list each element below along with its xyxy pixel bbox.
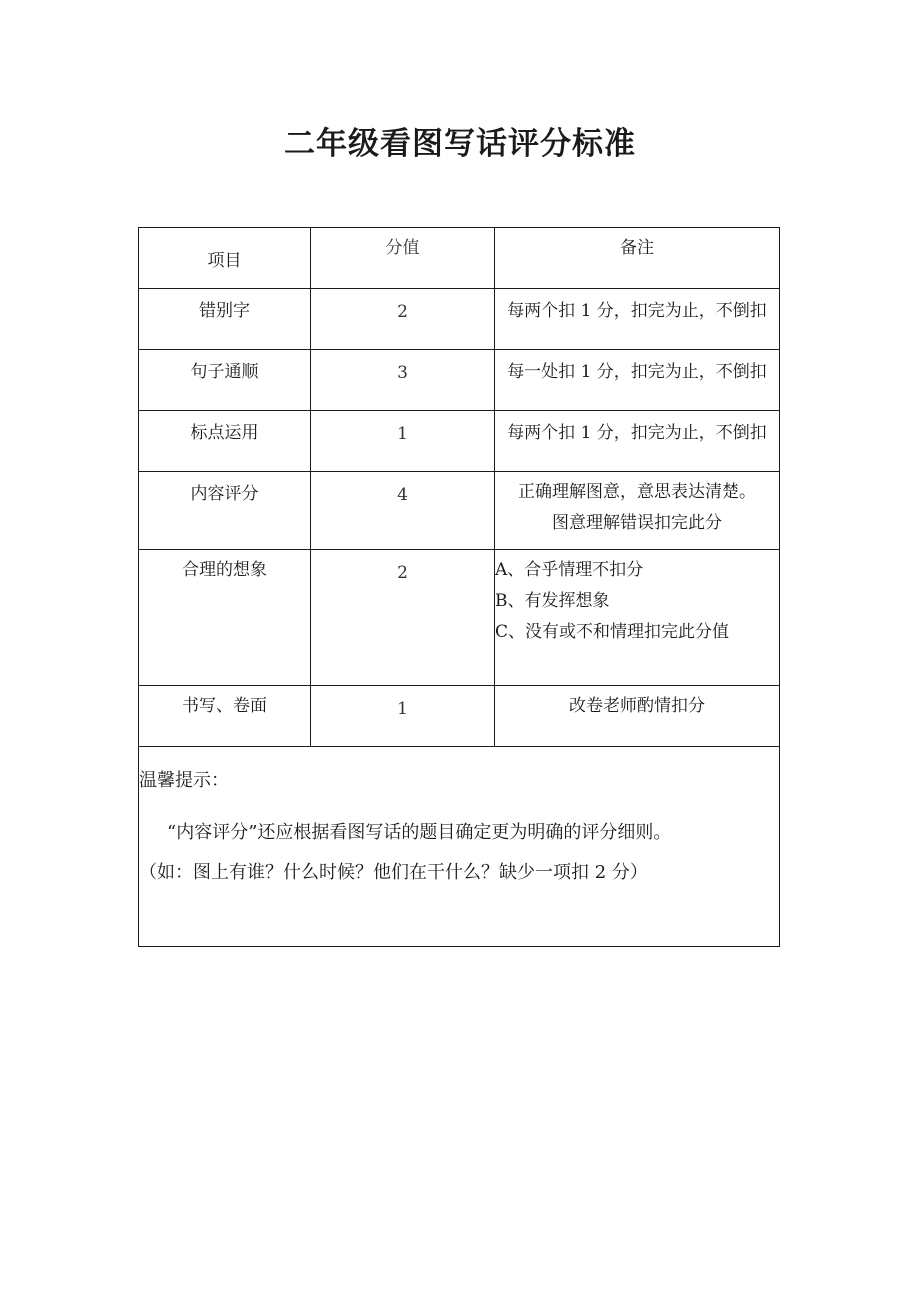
- tips-body: [139, 813, 779, 893]
- note-line: 正确理解图意，意思表达清楚。: [518, 482, 756, 502]
- row-item: 标点运用: [139, 411, 311, 472]
- table-row: [139, 411, 780, 472]
- row-item: 句子通顺: [139, 350, 311, 411]
- table-row: [139, 472, 780, 550]
- note-line: 每两个扣 1 分，扣完为止，不倒扣: [507, 301, 767, 321]
- note-line: 每一处扣 1 分，扣完为止，不倒扣: [507, 362, 767, 382]
- row-score: 4: [311, 472, 495, 550]
- row-note: [495, 411, 780, 472]
- note-line: A、合乎情理不扣分: [495, 560, 644, 580]
- row-score: 1: [311, 411, 495, 472]
- row-score: 2: [311, 289, 495, 350]
- table-row: [139, 289, 780, 350]
- header-note: 备注: [495, 228, 780, 289]
- header-item: 项目: [139, 228, 311, 289]
- row-item: 书写、卷面: [139, 686, 311, 747]
- row-score: 2: [311, 550, 495, 686]
- tips-row: [139, 747, 780, 947]
- row-score: 1: [311, 686, 495, 747]
- row-score: 3: [311, 350, 495, 411]
- note-line: 图意理解错误扣完此分: [552, 513, 722, 533]
- table-header-row: [139, 228, 780, 289]
- tips-line-2: （如：图上有谁？什么时候？他们在干什么？缺少一项扣 2 分）: [139, 862, 648, 883]
- row-item: 内容评分: [139, 472, 311, 550]
- row-note: [495, 350, 780, 411]
- row-item: 错别字: [139, 289, 311, 350]
- tips-line-1: “内容评分”还应根据看图写话的题目确定更为明确的评分细则。: [167, 822, 672, 843]
- note-line: C、没有或不和情理扣完此分值: [495, 622, 730, 642]
- table-row: [139, 550, 780, 686]
- scoring-table: [138, 227, 780, 947]
- note-line: B、有发挥想象: [495, 591, 610, 611]
- row-note: [495, 289, 780, 350]
- note-line: 每两个扣 1 分，扣完为止，不倒扣: [507, 423, 767, 443]
- row-item: 合理的想象: [139, 550, 311, 686]
- table-row: [139, 350, 780, 411]
- page-title: 二年级看图写话评分标准: [284, 126, 636, 162]
- header-score: 分值: [311, 228, 495, 289]
- tips-title: 温馨提示：: [139, 770, 229, 791]
- row-note: [495, 472, 780, 550]
- tips-cell: [139, 747, 780, 947]
- row-note: [495, 686, 780, 747]
- row-note: [495, 550, 780, 686]
- note-line: 改卷老师酌情扣分: [569, 696, 705, 716]
- table-row: [139, 686, 780, 747]
